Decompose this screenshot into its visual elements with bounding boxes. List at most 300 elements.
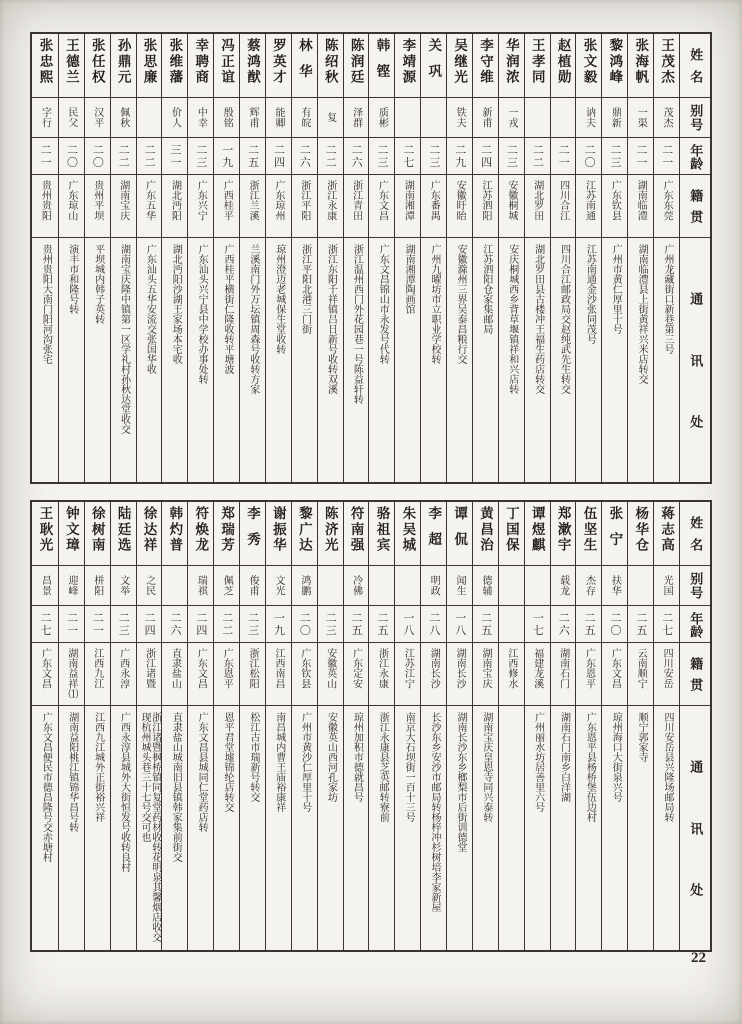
entry-address: 四川合江邮政局交赵纯武先生转交 — [558, 244, 570, 394]
entry-column — [420, 502, 446, 950]
entry-name: 伍坚生 — [576, 502, 601, 566]
entry-native: 江西南昌 — [266, 643, 291, 706]
entry-native: 广东琼山 — [59, 175, 84, 238]
entry-alias: 讷夫 — [576, 98, 601, 138]
entry-address: 江苏南通金沙张同茂号 — [584, 244, 596, 344]
entry-name: 冯正谊 — [214, 34, 239, 98]
entry-age: 二七 — [395, 138, 420, 175]
entry-column — [161, 502, 187, 950]
entry-column — [317, 502, 343, 950]
entry-native: 湖南湘潭 — [395, 175, 420, 238]
entry-address: 湖南宝庆隆中镇第一区学礼村孙秋达堂收交 — [118, 244, 130, 434]
entry-name: 谭侃 — [447, 502, 472, 566]
entry-age: 二二 — [214, 606, 239, 643]
header-name: 姓 名 — [680, 502, 710, 566]
entry-native: 广西桂平 — [214, 175, 239, 238]
entry-address: 安徽滁州三界吴泰昌粮行交 — [454, 244, 466, 364]
entry-age: 二三 — [602, 138, 627, 175]
entry-address: 浙江永康县芝英邮转寮前 — [377, 712, 389, 822]
entry-name: 张海帆 — [628, 34, 653, 98]
entry-address: 南昌城内曹王庙裕康祥 — [273, 712, 285, 812]
entry-alias: 鼎新 — [602, 98, 627, 138]
entry-alias: 字行 — [32, 98, 58, 138]
entry-address: 广东文昌县城同仁堂药店转 — [196, 712, 208, 832]
entry-column — [32, 34, 58, 482]
entry-native: 湖南益祥⑴ — [59, 643, 84, 706]
entry-column — [343, 34, 369, 482]
entry-native: 湖北沔阳 — [162, 175, 187, 238]
entry-alias — [499, 566, 524, 606]
entry-name: 徐树南 — [85, 502, 110, 566]
entry-column — [601, 34, 627, 482]
entry-native: 湖南长沙 — [447, 643, 472, 706]
entry-native: 湖南临澧 — [628, 175, 653, 238]
entry-age: 二六 — [551, 606, 576, 643]
entry-address: 湖南宝庆皇恩寺同兴泰转 — [480, 712, 492, 822]
entry-native: 四川安岳 — [654, 643, 679, 706]
entry-column — [394, 34, 420, 482]
entry-age: 二一 — [85, 606, 110, 643]
entry-age: 一七 — [525, 606, 550, 643]
entry-age: 一八 — [447, 606, 472, 643]
entry-name: 符南强 — [344, 502, 369, 566]
entry-column — [627, 34, 653, 482]
entry-column — [420, 34, 446, 482]
entry-name: 郑瑞芳 — [214, 502, 239, 566]
entry-address: 广东恩平县杨桥堡伍边村 — [584, 712, 596, 822]
entry-address: 贵州贵阳大南门阳河沟张宅 — [40, 244, 52, 364]
entry-column — [575, 34, 601, 482]
entry-name: 李靖源 — [395, 34, 420, 98]
entry-age — [499, 606, 524, 643]
entry-name: 王茂杰 — [654, 34, 679, 98]
entry-column — [472, 34, 498, 482]
entry-address: 琼州加积市德就昌号 — [351, 712, 363, 802]
entry-alias: 一渠 — [628, 98, 653, 138]
entry-name: 张宁 — [602, 502, 627, 566]
entry-name: 陈济光 — [318, 502, 343, 566]
entry-name: 幸聘商 — [188, 34, 213, 98]
entry-native: 贵州平坝 — [85, 175, 110, 238]
entry-address: 长沙东乡安沙市邮局转杨梓冲杉树培李家新屋 — [429, 712, 441, 912]
entry-age: 二一 — [654, 138, 679, 175]
entry-column — [653, 34, 679, 482]
header-native: 籍 贯 — [680, 643, 710, 706]
entry-native: 浙江松阳 — [240, 643, 265, 706]
entry-age: 二五 — [369, 606, 394, 643]
entry-age: 二二 — [137, 138, 162, 175]
entry-address: 湖南益阳桃江镇锦华昌号转 — [66, 712, 78, 832]
entry-address: 琼州海口大街泉兴号 — [610, 712, 622, 802]
entry-alias: 质彬 — [369, 98, 394, 138]
entry-address: 浙江诸暨枫桥镇同复堂药材收转花明泉其馨烟店收交现杭州城头巷三十七号交可也 — [138, 712, 161, 942]
entry-native: 广西永淳 — [111, 643, 136, 706]
entry-name: 丁国保 — [499, 502, 524, 566]
entry-name: 黎广达 — [292, 502, 317, 566]
entry-age: 一九 — [266, 606, 291, 643]
entry-column — [498, 502, 524, 950]
entry-column — [110, 502, 136, 950]
entry-alias: 汉平 — [85, 98, 110, 138]
entry-native: 广东文昌 — [32, 643, 58, 706]
entry-alias: 光国 — [654, 566, 679, 606]
entry-address: 广西桂平横街仁隆收转平塘波 — [222, 244, 234, 374]
entry-column — [653, 502, 679, 950]
entry-age: 二三 — [499, 138, 524, 175]
entry-native: 安徽桐城 — [499, 175, 524, 238]
entry-age: 二三 — [318, 606, 343, 643]
entry-name: 蒋志高 — [654, 502, 679, 566]
entry-age: 二二 — [111, 138, 136, 175]
entry-column — [524, 502, 550, 950]
entry-alias — [162, 566, 187, 606]
entry-alias — [421, 98, 446, 138]
entry-native: 云南顺宁 — [628, 643, 653, 706]
entry-name: 韩铿 — [369, 34, 394, 98]
entry-address: 安庆桐城西乡背草堰镇祥和兴店转 — [506, 244, 518, 394]
entry-age: 二一 — [59, 606, 84, 643]
entry-native: 浙江永康 — [318, 175, 343, 238]
entry-address: 湖北沔阳沙湖王家场本宅收 — [170, 244, 182, 364]
entry-native: 广东兴宁 — [188, 175, 213, 238]
entry-column — [550, 502, 576, 950]
entry-alias: 中幸 — [188, 98, 213, 138]
entry-alias: 民父 — [59, 98, 84, 138]
entry-native: 贵州贵阳 — [32, 175, 58, 238]
entry-name: 钟文璋 — [59, 502, 84, 566]
entry-age: 二〇 — [576, 138, 601, 175]
entry-address: 湖南湘潭陶画馆 — [403, 244, 415, 314]
entry-native: 广东恩平 — [576, 643, 601, 706]
entry-column — [265, 502, 291, 950]
entry-age: 三一 — [162, 138, 187, 175]
entry-age: 二三 — [369, 138, 394, 175]
entry-address: 广东文昌便民市德昌隆号交赤塘村 — [40, 712, 52, 862]
entry-address: 琼州澄迈老城保生堂收转 — [273, 244, 285, 354]
entry-name: 谭煜麒 — [525, 502, 550, 566]
entry-alias: 瑞祺 — [188, 566, 213, 606]
entry-address: 江西九江城外正街裕兴祥 — [92, 712, 104, 822]
entry-alias: 文光 — [266, 566, 291, 606]
entry-name: 张任权 — [85, 34, 110, 98]
entry-alias — [395, 566, 420, 606]
entry-column — [136, 34, 162, 482]
entry-name: 张忠熙 — [32, 34, 58, 98]
entry-age: 二一 — [628, 138, 653, 175]
entry-age: 二〇 — [59, 138, 84, 175]
entry-column — [291, 502, 317, 950]
entry-name: 林华 — [292, 34, 317, 98]
entry-column — [239, 34, 265, 482]
entry-address: 湖南石门南乡白洋湖 — [558, 712, 570, 802]
entry-age: 二七 — [654, 606, 679, 643]
entry-age: 二一 — [32, 138, 58, 175]
entry-address: 安徽英山西河孔家坊 — [325, 712, 337, 802]
entry-column — [213, 34, 239, 482]
header-native: 籍 贯 — [680, 175, 710, 238]
entry-column — [136, 502, 162, 950]
entry-column — [368, 502, 394, 950]
entry-native: 江苏南通 — [576, 175, 601, 238]
entry-name: 张维藩 — [162, 34, 187, 98]
entry-column — [58, 34, 84, 482]
directory-table-top — [30, 32, 712, 484]
entry-native: 广东文昌 — [369, 175, 394, 238]
header-column — [679, 502, 710, 950]
entry-column — [161, 34, 187, 482]
entry-address: 广西永淳县城外大街恒发号收转良村 — [118, 712, 130, 872]
entry-name: 李守维 — [473, 34, 498, 98]
entry-address: 广东文昌锦山市永发号代转 — [377, 244, 389, 364]
entry-alias: 茂杰 — [654, 98, 679, 138]
entry-native: 安徽盱眙 — [447, 175, 472, 238]
entry-age: 二二 — [525, 138, 550, 175]
entry-name: 关巩 — [421, 34, 446, 98]
entry-address: 广州市黄仁厚里十号 — [610, 244, 622, 334]
entry-column — [601, 502, 627, 950]
entry-address: 广东汕头兴宁县中学校办事处转 — [196, 244, 208, 384]
entry-name: 陆廷选 — [111, 502, 136, 566]
entry-name: 杨华仓 — [628, 502, 653, 566]
entry-native: 浙江平阳 — [292, 175, 317, 238]
entry-column — [575, 502, 601, 950]
entry-column — [394, 502, 420, 950]
entry-address: 广州市黄沙仁厚里十号 — [299, 712, 311, 812]
entry-alias: 铁夫 — [447, 98, 472, 138]
entry-address: 直隶盐山城南旧县镇韩家集前街交 — [170, 712, 182, 862]
entry-column — [291, 34, 317, 482]
entry-alias — [137, 98, 162, 138]
entry-age: 一八 — [395, 606, 420, 643]
entry-age: 二三 — [188, 138, 213, 175]
entry-address: 平坝城内韩子英转 — [92, 244, 104, 324]
entry-name: 骆祖宾 — [369, 502, 394, 566]
entry-address: 恩平君堂墟锦纶店转交 — [222, 712, 234, 812]
entry-alias: 栟阳 — [85, 566, 110, 606]
entry-age: 二五 — [473, 606, 498, 643]
entry-name: 王孝同 — [525, 34, 550, 98]
entry-age: 二五 — [344, 606, 369, 643]
entry-alias: 昌景 — [32, 566, 58, 606]
entry-column — [32, 502, 58, 950]
entry-column — [550, 34, 576, 482]
entry-column — [239, 502, 265, 950]
entry-address: 浙江温州西门外花园巷一号陈益轩转 — [351, 244, 363, 404]
entry-address: 南京大石坝街一百十三号 — [403, 712, 415, 822]
entry-name: 谢振华 — [266, 502, 291, 566]
entry-alias: 俊甫 — [240, 566, 265, 606]
entry-column — [472, 502, 498, 950]
entry-native: 广东东莞 — [654, 175, 679, 238]
entry-alias: 扶华 — [602, 566, 627, 606]
entry-age: 二四 — [188, 606, 213, 643]
entry-alias — [628, 566, 653, 606]
entry-age: 二六 — [292, 138, 317, 175]
entry-address: 松江古市瑞新号转交 — [247, 712, 259, 802]
entry-alias: 冷佛 — [344, 566, 369, 606]
entry-age: 二二 — [318, 138, 343, 175]
entry-native: 浙江兰溪 — [240, 175, 265, 238]
entry-alias — [525, 566, 550, 606]
entry-address: 江苏泗阳仓家集邮局 — [480, 244, 492, 334]
entry-age: 二五 — [576, 606, 601, 643]
entry-age: 二九 — [447, 138, 472, 175]
entry-name: 王耿光 — [32, 502, 58, 566]
entry-native: 湖南宝庆 — [473, 643, 498, 706]
entry-age: 二三 — [240, 606, 265, 643]
page-number: 22 — [691, 950, 706, 966]
entry-alias: 价人 — [162, 98, 187, 138]
entry-name: 吴继光 — [447, 34, 472, 98]
entry-name: 陈绍秋 — [318, 34, 343, 98]
entry-native: 浙江诸暨 — [137, 643, 162, 706]
entry-address — [499, 706, 524, 950]
entry-native: 广东恩平 — [214, 643, 239, 706]
entry-column — [343, 502, 369, 950]
entry-native: 江西修水 — [499, 643, 524, 706]
entry-age: 二〇 — [85, 138, 110, 175]
entry-native: 广东钦县 — [602, 175, 627, 238]
entry-column — [498, 34, 524, 482]
entry-age: 二五 — [628, 606, 653, 643]
entry-address: 演丰市和隆号转 — [66, 244, 78, 314]
entry-column — [524, 34, 550, 482]
entry-alias: 之民 — [137, 566, 162, 606]
entry-name: 符焕龙 — [188, 502, 213, 566]
entry-address: 湖南临澧县上街黄祥兴米店转交 — [636, 244, 648, 384]
entry-name: 郑漱宇 — [551, 502, 576, 566]
entry-native: 湖南长沙 — [421, 643, 446, 706]
entry-native: 湖南宝庆 — [111, 175, 136, 238]
entry-name: 孙鼎元 — [111, 34, 136, 98]
entry-column — [213, 502, 239, 950]
entry-alias: 杰存 — [576, 566, 601, 606]
entry-native: 浙江永康 — [369, 643, 394, 706]
entry-name: 赵植勋 — [551, 34, 576, 98]
entry-native: 广东定安 — [344, 643, 369, 706]
entry-native: 湖南石门 — [551, 643, 576, 706]
entry-alias: 鸿鹏 — [292, 566, 317, 606]
entry-alias: 佩芝 — [214, 566, 239, 606]
entry-age: 二一 — [551, 138, 576, 175]
entry-column — [110, 34, 136, 482]
entry-column — [265, 34, 291, 482]
header-name: 姓 名 — [680, 34, 710, 98]
entry-alias: 载龙 — [551, 566, 576, 606]
entry-native: 安徽英山 — [318, 643, 343, 706]
entry-alias: 明政 — [421, 566, 446, 606]
entry-alias: 复 — [318, 98, 343, 138]
entry-native: 四川合江 — [551, 175, 576, 238]
entry-alias: 闻生 — [447, 566, 472, 606]
header-age: 年 龄 — [680, 138, 710, 175]
entry-age: 二四 — [137, 606, 162, 643]
entry-column — [58, 502, 84, 950]
entry-native: 广东琼州 — [266, 175, 291, 238]
entry-native: 江苏江宁 — [395, 643, 420, 706]
entry-address: 顺宁郭家寺 — [636, 712, 648, 762]
entry-name: 朱吴城 — [395, 502, 420, 566]
entry-native: 广东文昌 — [188, 643, 213, 706]
entry-name: 蔡鸿猷 — [240, 34, 265, 98]
entry-address: 广东汕头五华安流交张国华收 — [144, 244, 156, 374]
entry-native: 江西九江 — [85, 643, 110, 706]
header-address: 通 讯 处 — [688, 292, 704, 428]
entry-age: 二四 — [473, 138, 498, 175]
entry-column — [446, 34, 472, 482]
entry-name: 李超 — [421, 502, 446, 566]
entry-column — [627, 502, 653, 950]
entry-age: 二七 — [32, 606, 58, 643]
entry-native: 直隶盐山 — [162, 643, 187, 706]
entry-name: 张文毅 — [576, 34, 601, 98]
entry-age: 二三 — [421, 138, 446, 175]
entry-alias — [369, 566, 394, 606]
entry-address: 广州丽水坊居善里六号 — [532, 712, 544, 812]
entry-alias — [525, 98, 550, 138]
entry-alias: 泽群 — [344, 98, 369, 138]
entry-address: 浙江平阳北港三门街 — [299, 244, 311, 334]
entry-alias: 文举 — [111, 566, 136, 606]
entry-column — [84, 34, 110, 482]
entry-alias: 德辅 — [473, 566, 498, 606]
entry-native: 广东五华 — [137, 175, 162, 238]
entry-name: 韩灼普 — [162, 502, 187, 566]
entry-column — [187, 502, 213, 950]
header-alias: 别 号 — [680, 566, 710, 606]
entry-address: 湖南长沙东乡榔梨市后街训德堂 — [454, 712, 466, 852]
entry-native: 广东番禺 — [421, 175, 446, 238]
entry-name: 陈润廷 — [344, 34, 369, 98]
entry-native: 江苏泗阳 — [473, 175, 498, 238]
header-column — [679, 34, 710, 482]
entry-alias — [318, 566, 343, 606]
entry-age: 二五 — [240, 138, 265, 175]
entry-native: 广东钦县 — [292, 643, 317, 706]
entry-alias: 能卿 — [266, 98, 291, 138]
entry-name: 王德兰 — [59, 34, 84, 98]
entry-age: 二四 — [266, 138, 291, 175]
entry-alias: 迎峰 — [59, 566, 84, 606]
entry-age: 二〇 — [292, 606, 317, 643]
entry-native: 广东文昌 — [602, 643, 627, 706]
header-age: 年 龄 — [680, 606, 710, 643]
entry-alias — [551, 98, 576, 138]
entry-age: 二八 — [421, 606, 446, 643]
entry-age: 二三 — [111, 606, 136, 643]
entry-address: 四川安岳县兴隆场邮局转 — [661, 712, 673, 822]
entry-native: 湖北罗田 — [525, 175, 550, 238]
header-alias: 别 号 — [680, 98, 710, 138]
directory-table-bottom — [30, 500, 712, 952]
entry-address: 兰溪南门外万坛镇周森号收转方家 — [247, 244, 259, 394]
entry-age: 二〇 — [602, 606, 627, 643]
entry-name: 李秀 — [240, 502, 265, 566]
entry-native: 福建龙溪 — [525, 643, 550, 706]
entry-name: 华润浓 — [499, 34, 524, 98]
entry-address: 湖北罗田县古楼冲王福生药店转交 — [532, 244, 544, 394]
entry-age: 二六 — [344, 138, 369, 175]
entry-address: 浙江东阳千祥镇吕日新号收转双溪 — [325, 244, 337, 394]
entry-native: 浙江青田 — [344, 175, 369, 238]
entry-name: 罗英才 — [266, 34, 291, 98]
entry-address: 广州龙藏街口新巷第三号 — [661, 244, 673, 354]
entry-column — [446, 502, 472, 950]
entry-column — [317, 34, 343, 482]
entry-name: 张思廉 — [137, 34, 162, 98]
header-address: 通 讯 处 — [688, 760, 704, 896]
entry-alias: 殷铭 — [214, 98, 239, 138]
